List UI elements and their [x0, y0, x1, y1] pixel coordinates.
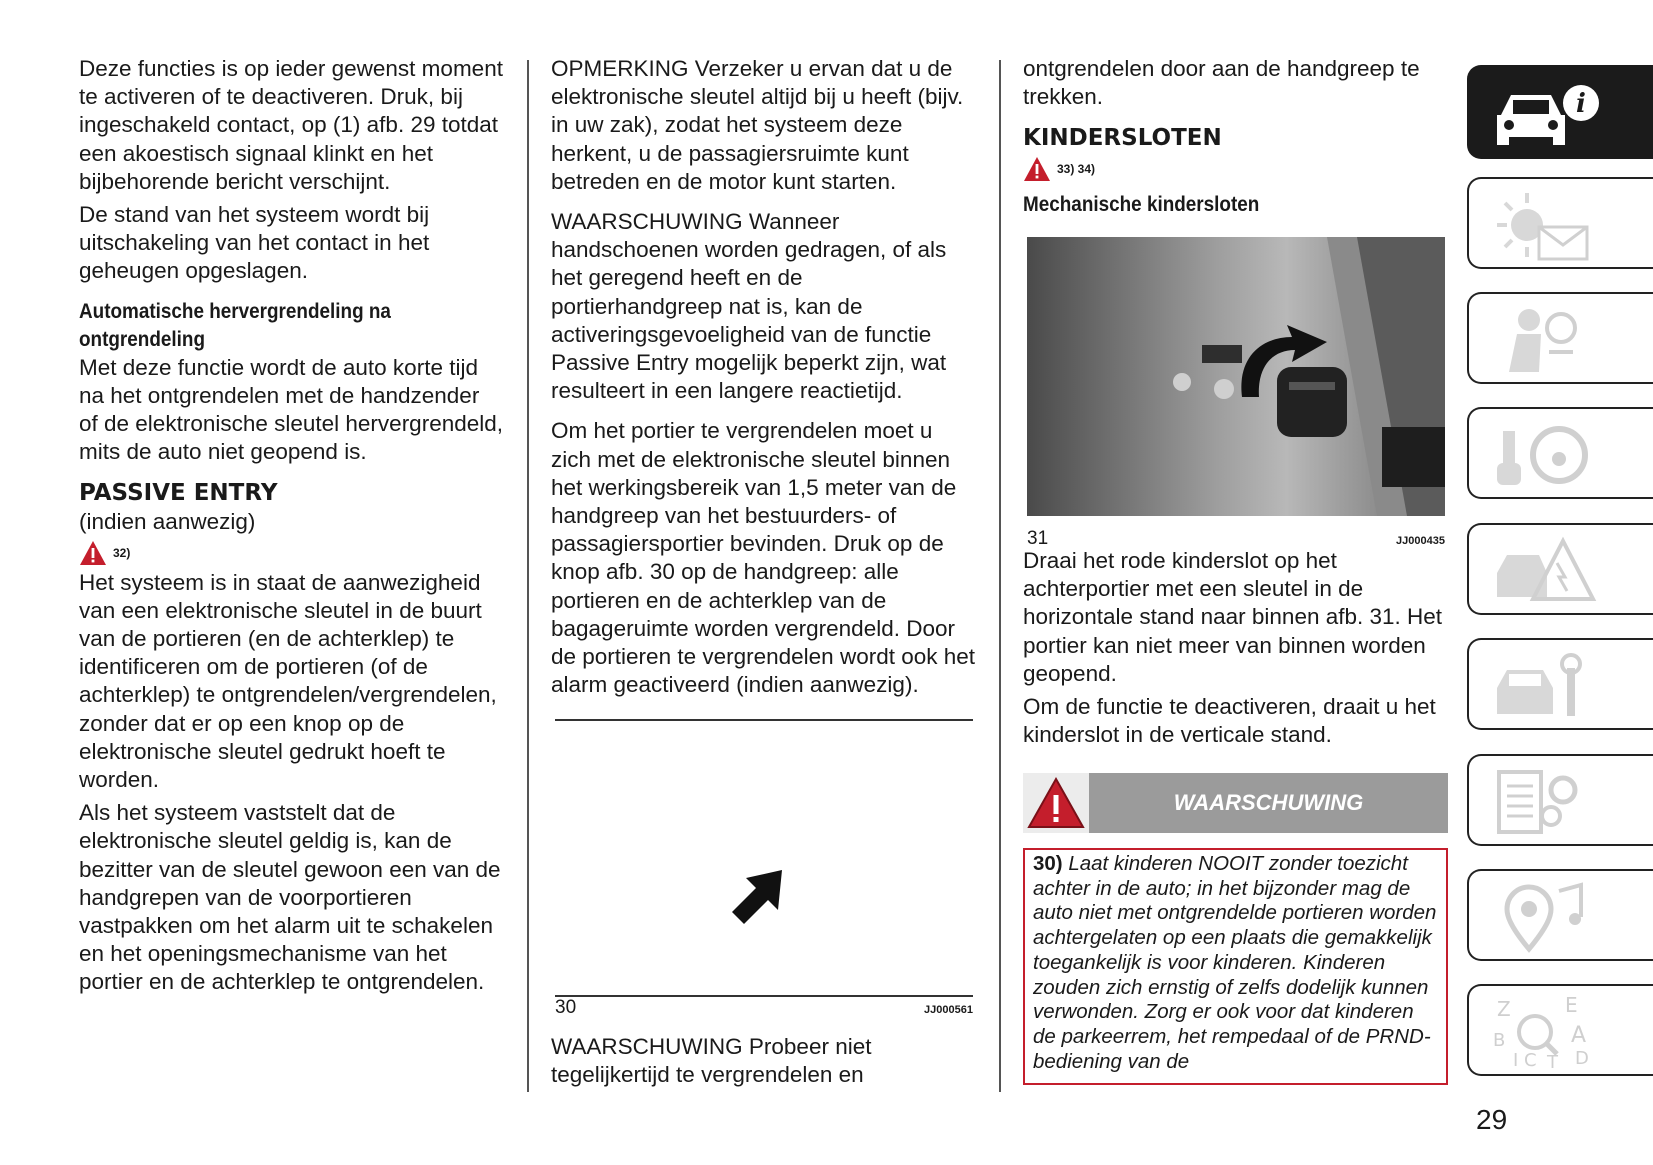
warning-reference: [1023, 153, 1448, 185]
paragraph: Deze functies is op ieder gewenst moment te activeren of te deactiveren. Druk, bij ingeschakeld contact, op (1) afb. 29 totdat een akoestisch signaal klinkt en het bijbehorende bericht verschijnt.: [79, 56, 503, 194]
paragraph: OPMERKING Verzeker u ervan dat u de elektronische sleutel altijd bij u heeft (bijv. in uw zak), zodat het systeem deze herkent, u de passagiersruimte kunt betreden en de motor kunt starten.: [551, 56, 964, 194]
column-3: [1023, 55, 1448, 219]
paragraph: Draai het rode kinderslot op het achterportier met een sleutel in de horizontale stand naar binnen afb. 31. Het portier kan niet meer van binnen worden geopend.: [1023, 548, 1443, 686]
subheading-mechanical: Mechanische kindersloten: [1023, 193, 1260, 217]
index-letter: E: [1565, 994, 1578, 1017]
index-letter: D: [1575, 1048, 1589, 1069]
door-lock-illustration: [1027, 237, 1445, 516]
warning-ref-numbers: 33) 34): [1057, 162, 1096, 177]
warning-icon-panel: [1023, 773, 1089, 833]
warning-reference: [79, 537, 504, 569]
warning-ref-number: 32): [113, 545, 131, 560]
car-info-icon: [1489, 75, 1609, 155]
index-letter: T: [1547, 1052, 1558, 1070]
key-steering-wheel-icon: [1489, 417, 1599, 493]
paragraph: Het systeem is in staat de aanwezigheid van een elektronische sleutel in de buurt van de portieren (en de achterklep) te identificeren om de portieren (of de achterklep) te ontgrendelen/vergrendelen, zonder dat er op een knop op de elektronische sleutel gedrukt hoeft te worden.: [79, 569, 497, 793]
warning-title: WAARSCHUWING: [1173, 790, 1364, 815]
paragraph: WAARSCHUWING Wanneer handschoenen worden gedragen, of als het geregend heeft en de portierhandgreep nat is, kan de activeringsgevoeligheid van de functie Passive Entry mogelijk beperkt zijn, wat resulteert in een langere reactietijd.: [551, 209, 947, 404]
index-letter: I C: [1513, 1050, 1537, 1070]
warning-text: Laat kinderen NOOIT zonder toezicht achter in de auto; in het bijzonder mag de auto niet met ontgrendelde portieren worden achtergelaten op een plaats die gemakkelijk toegankelijk is voor kinderen. Kinderen zouden zich ernstig of zelfs dodelijk kunnen verwonden. Zorg er ook voor dat kinderen de parkeerrem, het rempedaal of de PRND-bediening van de: [1033, 852, 1437, 1073]
column-divider: [527, 60, 529, 1092]
optional-note: (indien aanwezig): [79, 509, 256, 535]
paragraph: Om het portier te vergrendelen moet u zich met de elektronische sleutel binnen het werkingsbereik van 1,5 meter van de handgreep van het bestuurders- of passagiersportier bevinden. Druk op de knop afb. 30 op de handgreep: alle portieren en de achterklep van de bagageruimte worden vergrendeld. Door de portieren te vergrendelen wordt ook het alarm geactiveerd (indien aanwezig).: [551, 418, 976, 698]
paragraph: Als het systeem vaststelt dat de elektronische sleutel geldig is, kan de bezitter van de sleutel gewoon een van de handgrepen van de voorportieren vastpakken om het alarm uit te schakelen en het openingsmechanisme van het portier en de achterklep te ontgrendelen.: [79, 800, 501, 995]
document-gear-icon: [1489, 764, 1599, 840]
tab-technical-data[interactable]: [1467, 754, 1653, 846]
tab-emergency[interactable]: [1467, 523, 1653, 615]
alphabet-search-icon: [1489, 994, 1599, 1070]
tab-car-info[interactable]: [1467, 65, 1653, 159]
tab-starting-driving[interactable]: [1467, 407, 1653, 499]
warning-box-body: [1023, 848, 1448, 1085]
paragraph: ontgrendelen door aan de handgreep te trekken.: [1023, 56, 1420, 110]
column-1: [79, 55, 504, 997]
tab-maintenance[interactable]: [1467, 638, 1653, 730]
figure-number: 31: [1027, 528, 1049, 549]
warning-box-header: [1023, 773, 1448, 833]
figure-30-caption: [555, 997, 973, 1019]
location-music-icon: [1489, 879, 1599, 955]
column-2: [551, 55, 976, 699]
column-3-lower: [1023, 547, 1448, 749]
tab-multimedia[interactable]: [1467, 869, 1653, 961]
airbag-safety-icon: [1489, 302, 1599, 378]
paragraph: WAARSCHUWING Probeer niet tegelijkertijd te vergrendelen en: [551, 1034, 872, 1088]
section-heading-kindersloten: KINDERSLOTEN: [1023, 125, 1222, 152]
subheading-auto-relock: Automatische hervergrendeling na ontgrendeling: [79, 299, 391, 351]
paragraph: Om de functie te deactiveren, draait u het kinderslot in de verticale stand.: [1023, 694, 1436, 748]
warning-triangle-icon: [79, 540, 107, 566]
lights-messages-icon: [1489, 187, 1599, 263]
warning-triangle-icon: [1023, 773, 1089, 833]
section-heading-passive-entry: PASSIVE ENTRY: [79, 480, 278, 507]
figure-31-photo: [1027, 237, 1445, 516]
figure-code: JJ000561: [924, 1004, 973, 1016]
emergency-icon: [1489, 533, 1599, 609]
tab-index[interactable]: [1467, 984, 1653, 1076]
car-wrench-icon: [1489, 648, 1599, 724]
paragraph: Met deze functie wordt de auto korte tijd na het ontgrendelen met de handzender of de elektronische sleutel hervergrendeld, mits de auto niet geopend is.: [79, 354, 504, 465]
index-letter: Z: [1497, 997, 1511, 1021]
svg-text:i: i: [1576, 89, 1586, 119]
warning-number: 30): [1033, 852, 1063, 875]
warning-triangle-icon: [1023, 156, 1051, 182]
index-letter: B: [1493, 1030, 1506, 1051]
arrow-icon: [728, 866, 786, 926]
page-number: 29: [1476, 1104, 1508, 1135]
figure-30-top-rule: [555, 719, 973, 721]
paragraph: De stand van het systeem wordt bij uitschakeling van het contact in het geheugen opgeslagen.: [79, 202, 430, 284]
figure-code: JJ000435: [1396, 535, 1445, 547]
tab-lights-messages[interactable]: [1467, 177, 1653, 269]
index-letter: A: [1571, 1023, 1587, 1048]
figure-number: 30: [555, 997, 577, 1018]
column-divider: [999, 60, 1001, 1092]
tab-safety[interactable]: [1467, 292, 1653, 384]
